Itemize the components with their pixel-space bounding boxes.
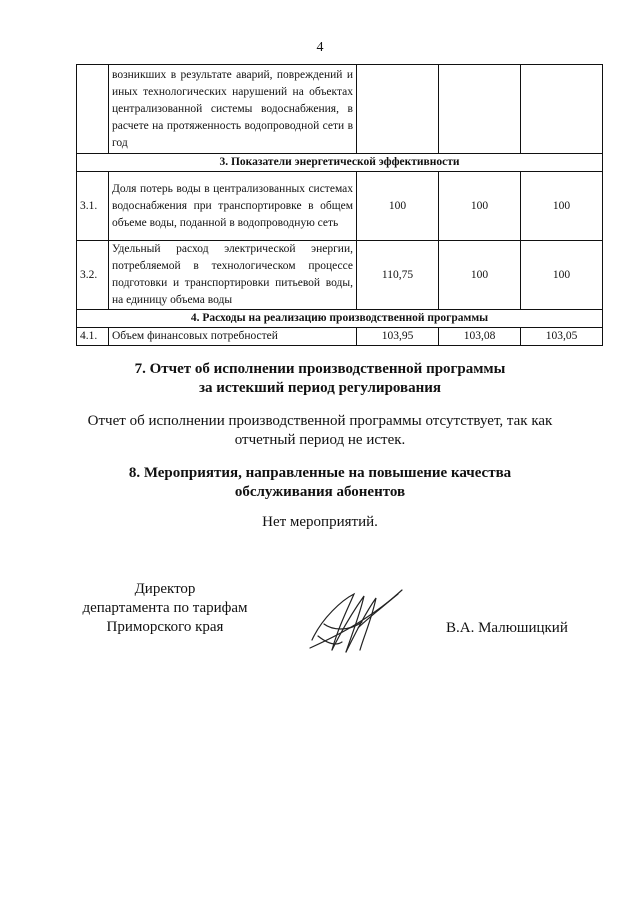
signatory-title-line-3: Приморского края: [106, 619, 224, 635]
row-value-2: 100: [439, 172, 521, 241]
section-7-heading: [0, 360, 640, 398]
signatory-title-line-2: департамента по тарифам: [82, 600, 248, 616]
row-value-1: 100: [357, 172, 439, 241]
row-value-1: [357, 65, 439, 154]
row-description: Объем финансовых потребностей: [109, 328, 357, 346]
section-8-heading-line-1: 8. Мероприятия, направленные на повышение качества: [128, 465, 512, 481]
row-description: Удельный расход электрической энергии, потребляемой в технологическом процессе подготовки и транспортировки питьевой воды, на единицу объема воды: [109, 241, 357, 310]
section-7-text-line-2: отчетный период не истек.: [234, 432, 406, 448]
table-row: [77, 172, 603, 241]
section-7-heading-line-1: 7. Отчет об исполнении производственной программы: [134, 361, 506, 377]
row-number: 3.2.: [77, 241, 109, 310]
signatory-name: В.А. Малюшицкий: [446, 620, 568, 636]
row-value-3: 100: [521, 172, 603, 241]
table-row: [77, 241, 603, 310]
section-4-title: 4. Расходы на реализацию производственной программы: [77, 310, 603, 328]
section-8-heading: [0, 464, 640, 502]
signatory-title-line-1: Директор: [134, 581, 196, 597]
row-value-3: 103,05: [521, 328, 603, 346]
indicators-table: [76, 64, 603, 346]
handwritten-signature: [302, 588, 412, 658]
signatory-title: [70, 580, 260, 637]
section-row: [77, 310, 603, 328]
row-description: возникших в результате аварий, повреждений и иных технологических нарушений на объектах централизованной системы водоснабжения, в расчете на протяженность водопроводной сети в год: [109, 65, 357, 154]
table-row: [77, 65, 603, 154]
section-7-text-line-1: Отчет об исполнении производственной программы отсутствует, так как: [87, 413, 553, 429]
section-3-title: 3. Показатели энергетической эффективности: [77, 154, 603, 172]
section-8-heading-line-2: обслуживания абонентов: [234, 484, 406, 500]
page-number: 4: [316, 40, 324, 55]
section-8-text: Нет мероприятий.: [262, 514, 378, 530]
table-row: [77, 328, 603, 346]
section-row: [77, 154, 603, 172]
row-number: [77, 65, 109, 154]
row-value-1: 110,75: [357, 241, 439, 310]
row-value-2: 103,08: [439, 328, 521, 346]
row-value-1: 103,95: [357, 328, 439, 346]
row-description: Доля потерь воды в централизованных системах водоснабжения при транспортировке в общем объеме воды, поданной в водопроводную сеть: [109, 172, 357, 241]
row-number: 3.1.: [77, 172, 109, 241]
row-number: 4.1.: [77, 328, 109, 346]
row-value-3: 100: [521, 241, 603, 310]
row-value-3: [521, 65, 603, 154]
section-7-heading-line-2: за истекший период регулирования: [198, 380, 442, 396]
row-value-2: 100: [439, 241, 521, 310]
row-value-2: [439, 65, 521, 154]
section-7-text: [0, 412, 640, 450]
